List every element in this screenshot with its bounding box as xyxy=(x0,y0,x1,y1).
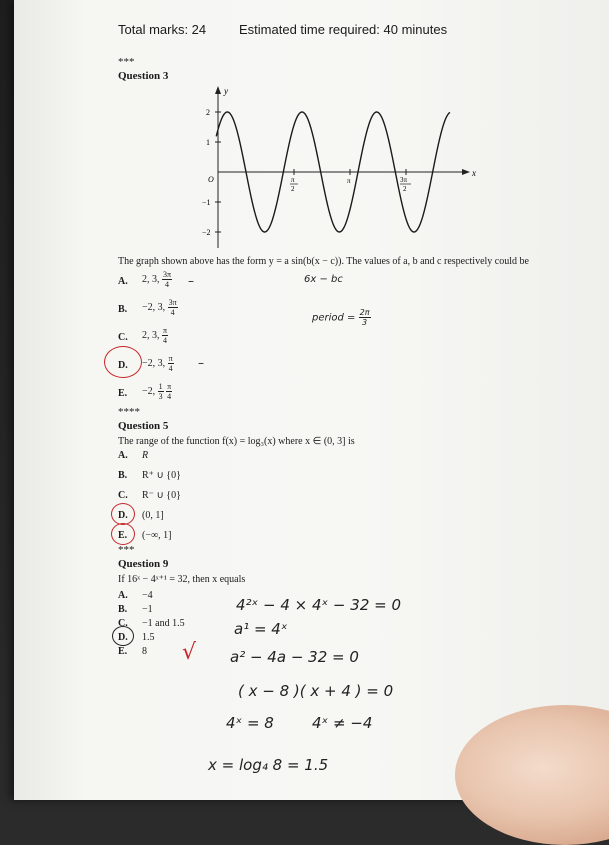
option-value: R⁺ ∪ {0} xyxy=(142,470,181,481)
option-value xyxy=(142,326,168,345)
fraction-denominator: 3 xyxy=(362,318,368,327)
option-letter: B. xyxy=(118,304,128,315)
option-letter: B. xyxy=(118,604,128,615)
x-tick-label: π xyxy=(347,177,351,185)
answer-circle-mark xyxy=(104,346,142,378)
origin-label: O xyxy=(208,175,214,184)
red-tick-mark: √ xyxy=(182,640,197,665)
option-value: R xyxy=(142,450,149,461)
option-value: R⁻ ∪ {0} xyxy=(142,490,181,501)
option-letter: C. xyxy=(118,490,128,501)
fraction-numerator: π xyxy=(167,382,172,391)
option-letter: C. xyxy=(118,332,128,343)
q9-stem: If 16ˣ − 4ˣ⁺¹ = 32, then x equals xyxy=(118,574,246,585)
y-tick-label: 2 xyxy=(206,108,210,117)
y-axis-arrow xyxy=(215,86,221,94)
x-axis-label: x xyxy=(472,168,476,178)
working-line: ( x − 8 )( x + 4 ) = 0 xyxy=(238,682,394,700)
option-fraction xyxy=(168,298,178,317)
option-letter: C. xyxy=(118,618,128,629)
option-value: −4 xyxy=(142,590,153,601)
option-text: 2, 3, xyxy=(142,273,160,285)
q5-stem: The range of the function f(x) = log₃(x) where x ∈ (0, 3] is xyxy=(118,436,355,447)
option-text: −2, xyxy=(142,385,156,397)
option-letter: E. xyxy=(118,530,128,541)
fraction-numerator: 3π xyxy=(163,270,172,279)
y-tick-label: −1 xyxy=(202,198,211,207)
option-fraction xyxy=(162,270,172,289)
answer-circle-mark xyxy=(112,626,134,646)
option-fraction xyxy=(166,382,172,401)
option-fraction xyxy=(158,382,164,401)
y-tick-label: 1 xyxy=(206,138,210,147)
fraction-denominator: 4 xyxy=(170,308,175,317)
handwritten-note: 6x − bc xyxy=(304,274,343,285)
option-text: 2, 3, xyxy=(142,329,160,341)
handwritten-period-label: period = xyxy=(312,312,356,324)
q5-stars: **** xyxy=(118,406,140,418)
working-line: a¹ = 4ˣ xyxy=(234,620,288,638)
option-fraction xyxy=(168,354,174,373)
x-tick-label: 2 xyxy=(403,185,407,193)
q5-title: Question 5 xyxy=(118,420,169,432)
option-value: 1.5 xyxy=(142,632,155,643)
option-letter: D. xyxy=(118,510,128,521)
x-tick-label: π xyxy=(291,176,295,184)
option-value xyxy=(142,382,172,401)
fraction-denominator: 4 xyxy=(165,280,170,289)
sine-graph xyxy=(194,84,484,250)
estimated-time: Estimated time required: 40 minutes xyxy=(239,22,448,37)
working-line: 4ˣ = 8 xyxy=(226,714,274,732)
option-value: (0, 1] xyxy=(142,510,164,521)
option-value: −1 and 1.5 xyxy=(142,618,185,629)
option-value xyxy=(142,298,178,317)
handwritten-note xyxy=(312,308,371,327)
q3-stars: *** xyxy=(118,56,135,68)
fraction-numerator: π xyxy=(168,354,173,363)
option-letter: E. xyxy=(118,646,128,657)
option-letter: E. xyxy=(118,388,128,399)
option-letter: D. xyxy=(118,632,128,643)
answer-circle-mark xyxy=(111,503,135,525)
option-letter: A. xyxy=(118,590,128,601)
option-letter: A. xyxy=(118,450,128,461)
option-value: 8 xyxy=(142,646,147,657)
fraction-numerator: 2π xyxy=(359,308,370,317)
working-line: 4ˣ ≠ −4 xyxy=(312,714,373,732)
fraction-denominator: 4 xyxy=(163,336,168,345)
q3-title: Question 3 xyxy=(118,70,169,82)
option-value: (−∞, 1] xyxy=(142,530,172,541)
fraction-numerator: 1 xyxy=(158,382,163,391)
option-letter: A. xyxy=(118,276,128,287)
fraction-denominator: 4 xyxy=(168,364,173,373)
working-line: x = log₄ 8 = 1.5 xyxy=(208,756,329,774)
q3-stem: The graph shown above has the form y = a sin(b(x − c)). The values of a, b and c respectively could be xyxy=(118,256,529,267)
option-value xyxy=(142,354,174,373)
q9-stars: *** xyxy=(118,544,135,556)
working-line: 4²ˣ − 4 × 4ˣ − 32 = 0 xyxy=(236,596,402,614)
working-line: a² − 4a − 32 = 0 xyxy=(230,648,359,666)
option-letter: B. xyxy=(118,470,128,481)
option-value xyxy=(142,270,172,289)
option-text: −2, 3, xyxy=(142,357,166,369)
q9-title: Question 9 xyxy=(118,558,169,570)
handwritten-dash: – xyxy=(188,274,194,288)
x-tick-label: 2 xyxy=(291,185,295,193)
fraction-numerator: π xyxy=(163,326,168,335)
y-tick-label: −2 xyxy=(202,228,211,237)
option-letter: D. xyxy=(118,360,128,371)
x-axis-arrow xyxy=(462,169,470,175)
option-fraction xyxy=(162,326,168,345)
answer-circle-mark xyxy=(111,523,135,545)
worksheet-page xyxy=(14,0,609,800)
x-tick-label: 3π xyxy=(400,176,408,184)
fraction-denominator: 3 xyxy=(158,392,163,401)
option-text: −2, 3, xyxy=(142,301,166,313)
total-marks: Total marks: 24 xyxy=(118,22,207,37)
fraction-numerator: 3π xyxy=(168,298,177,307)
y-axis-label: y xyxy=(224,86,228,96)
handwritten-dash: – xyxy=(198,356,204,370)
fraction-denominator: 4 xyxy=(167,392,172,401)
handwritten-fraction xyxy=(359,308,371,327)
option-value: −1 xyxy=(142,604,153,615)
